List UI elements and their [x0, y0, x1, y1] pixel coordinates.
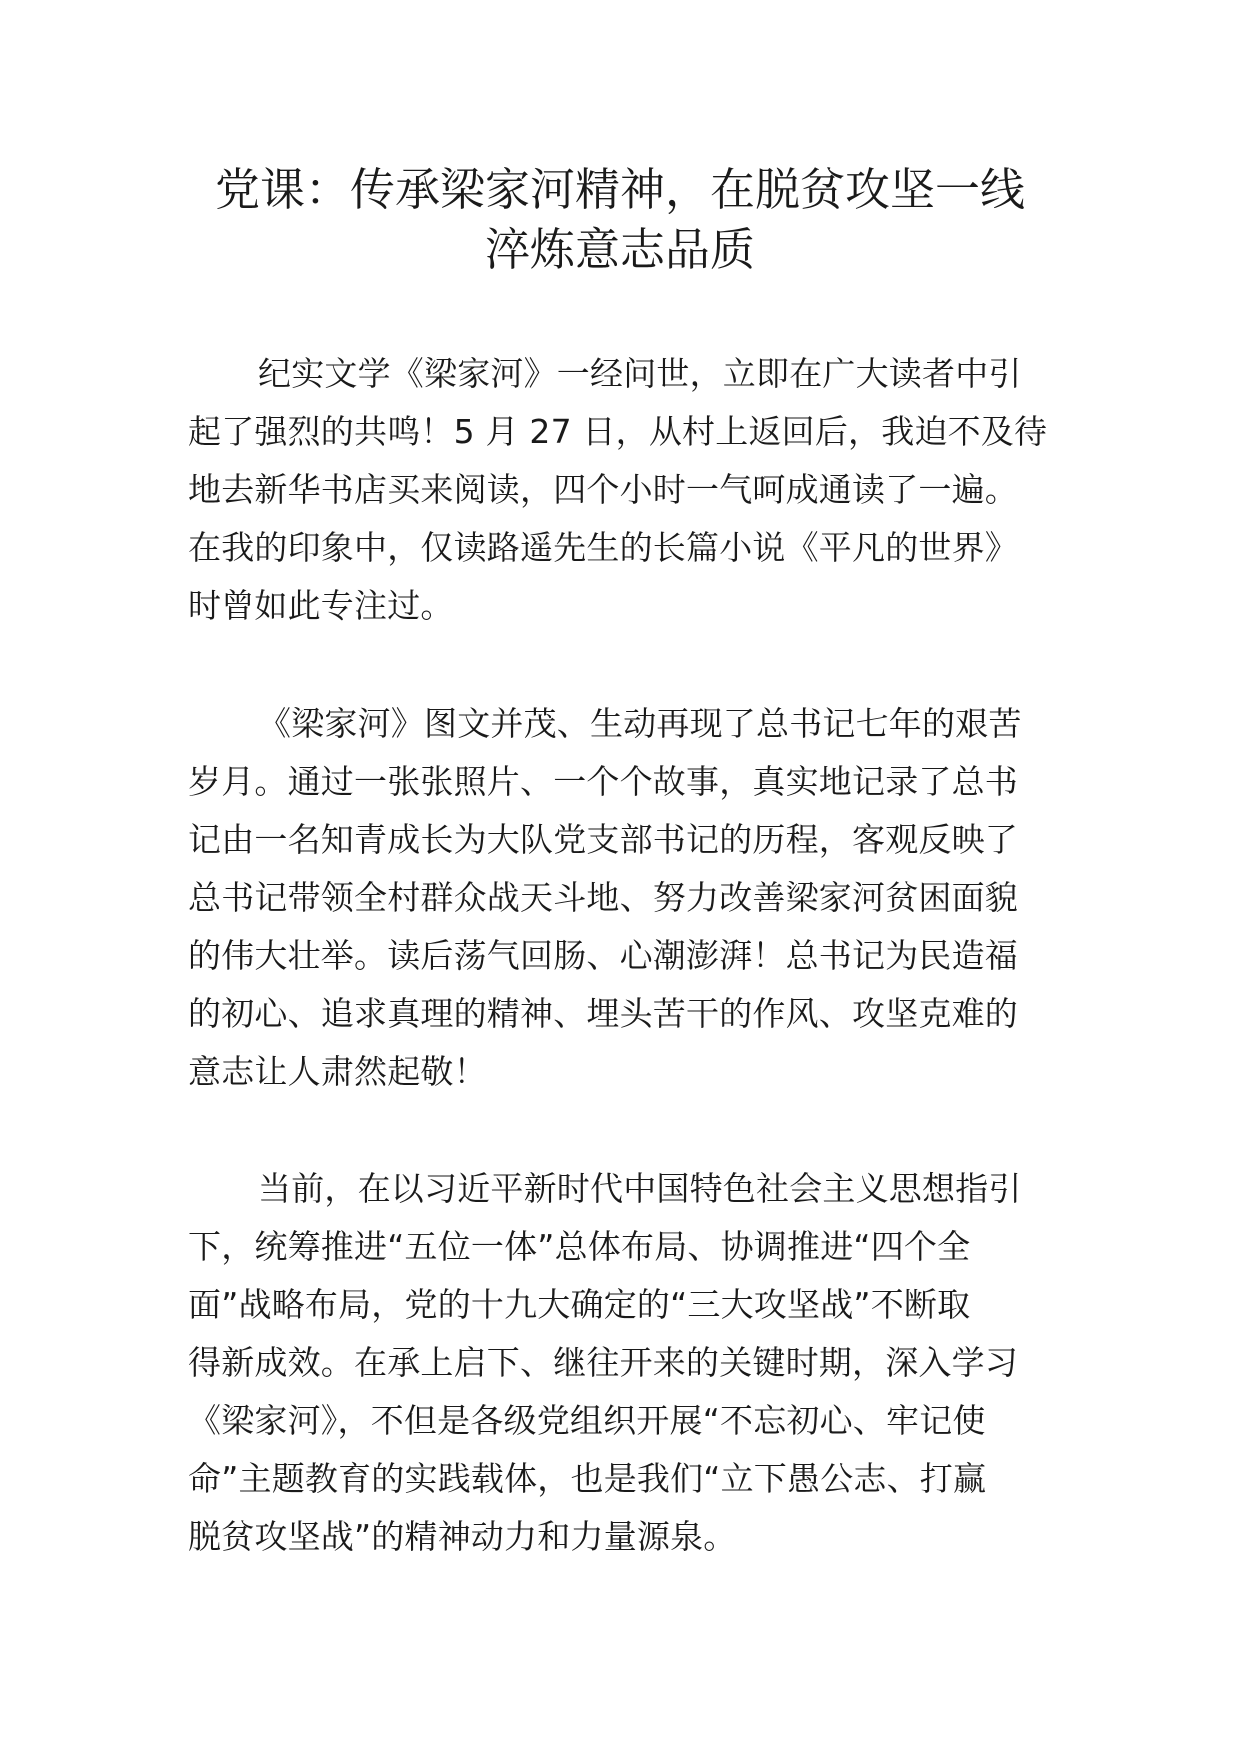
body-paragraph — [188, 1160, 1068, 1566]
page-title — [150, 160, 1090, 280]
paragraph-line: 当前，在以习近平新时代中国特色社会主义思想指引 — [258, 1169, 1022, 1208]
paragraph-line: 命”主题教育的实践载体，也是我们“立下愚公志、打赢 — [188, 1459, 987, 1498]
paragraph-line: 时曾如此专注过。 — [188, 586, 454, 625]
paragraph-line: 面”战略布局，党的十九大确定的“三大攻坚战”不断取 — [188, 1285, 971, 1324]
paragraph-line: 得新成效。在承上启下、继往开来的关键时期，深入学习 — [188, 1343, 1018, 1382]
paragraph-line: 记由一名知青成长为大队党支部书记的历程，客观反映了 — [188, 820, 1018, 859]
body-paragraph — [188, 695, 1068, 1101]
paragraph-line: 的初心、追求真理的精神、埋头苦干的作风、攻坚克难的 — [188, 994, 1018, 1033]
paragraph-line: 的伟大壮举。读后荡气回肠、心潮澎湃！总书记为民造福 — [188, 936, 1018, 975]
paragraph-line: 岁月。通过一张张照片、一个个故事，真实地记录了总书 — [188, 762, 1018, 801]
body-paragraph — [188, 345, 1068, 635]
title-line: 党课：传承梁家河精神，在脱贫攻坚一线 — [214, 163, 1025, 216]
paragraph-line: 下，统筹推进“五位一体”总体布局、协调推进“四个全 — [188, 1227, 971, 1266]
paragraph-line: 总书记带领全村群众战天斗地、努力改善梁家河贫困面貌 — [188, 878, 1018, 917]
paragraph-line: 脱贫攻坚战”的精神动力和力量源泉。 — [188, 1517, 737, 1556]
paragraph-line: 地去新华书店买来阅读，四个小时一气呵成通读了一遍。 — [188, 470, 1018, 509]
paragraph-line: 《梁家河》，不但是各级党组织开展“不忘初心、牢记使 — [188, 1401, 986, 1440]
title-line: 淬炼意志品质 — [484, 223, 755, 276]
paragraph-line: 纪实文学《梁家河》一经问世，立即在广大读者中引 — [258, 354, 1022, 393]
paragraph-line: 起了强烈的共鸣！5 月 27 日，从村上返回后，我迫不及待 — [188, 412, 1048, 451]
paragraph-line: 意志让人肃然起敬！ — [188, 1052, 487, 1091]
paragraph-line: 《梁家河》图文并茂、生动再现了总书记七年的艰苦 — [258, 704, 1022, 743]
paragraph-line: 在我的印象中，仅读路遥先生的长篇小说《平凡的世界》 — [188, 528, 1018, 567]
